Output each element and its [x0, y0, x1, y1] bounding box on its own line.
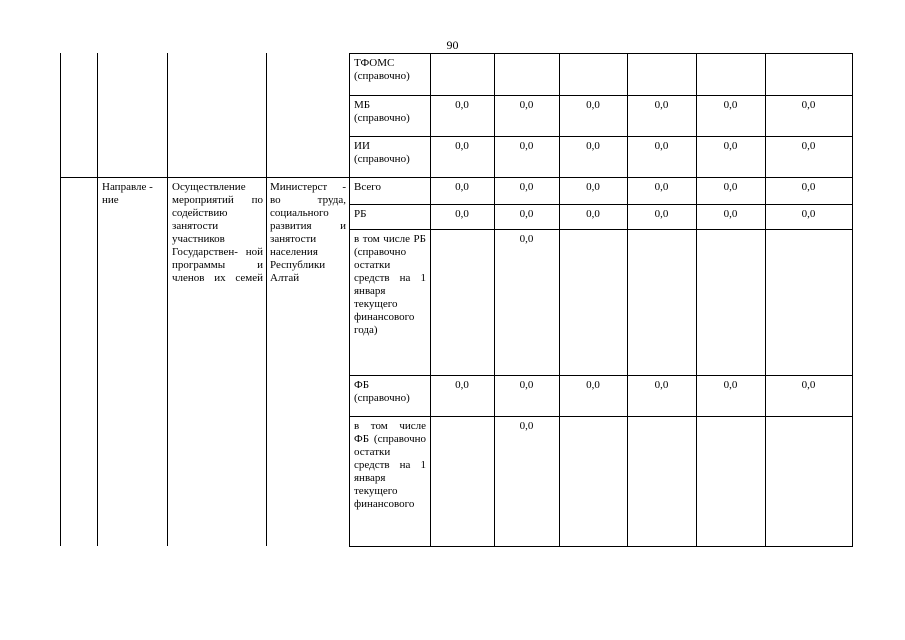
table-rule	[97, 53, 98, 546]
table-rule	[696, 53, 697, 546]
value-cell: 0,0	[723, 379, 738, 391]
source-cell: ИИ (справочно)	[354, 140, 410, 165]
table-rule	[349, 416, 853, 417]
value-cell: 0,0	[586, 99, 600, 111]
direction-label: Направле - ние	[102, 181, 153, 206]
value-cell: 0,0	[801, 140, 816, 152]
value-cell: 0,0	[586, 379, 600, 391]
value-cell: 0,0	[801, 379, 816, 391]
table-rule	[349, 546, 853, 547]
table-rule	[430, 53, 431, 546]
page-number: 90	[446, 38, 459, 52]
source-cell: Всего	[354, 181, 381, 193]
value-cell: 0,0	[455, 208, 469, 220]
table-rule	[765, 53, 766, 546]
table-rule	[627, 53, 628, 546]
table-rule	[60, 177, 853, 178]
source-cell: МБ (справочно)	[354, 99, 410, 124]
table-rule	[266, 53, 267, 546]
table-rule	[349, 136, 853, 137]
value-cell: 0,0	[455, 181, 469, 193]
table-rule	[852, 53, 853, 546]
table-rule	[349, 95, 853, 96]
table-rule	[349, 53, 350, 546]
table-rule	[167, 53, 168, 546]
source-cell: РБ	[354, 208, 367, 220]
value-cell: 0,0	[519, 140, 534, 152]
value-cell: 0,0	[654, 181, 669, 193]
value-cell: 0,0	[586, 208, 600, 220]
source-cell: ФБ (справочно)	[354, 379, 410, 404]
value-cell: 0,0	[455, 99, 469, 111]
value-cell: 0,0	[801, 99, 816, 111]
value-cell: 0,0	[654, 208, 669, 220]
value-cell: 0,0	[654, 379, 669, 391]
source-cell: в том числе РБ (справочно остатки средств на 1 января текущего финансового года)	[354, 233, 426, 336]
value-cell: 0,0	[519, 181, 534, 193]
table-rule	[349, 375, 853, 376]
activity-description: Осуществление мероприятий по содействию занятости участников Государствен- ной программы и членов их семей	[172, 181, 263, 284]
value-cell: 0,0	[519, 420, 534, 432]
value-cell: 0,0	[654, 140, 669, 152]
table-rule	[494, 53, 495, 546]
value-cell: 0,0	[723, 208, 738, 220]
table-rule	[349, 53, 853, 54]
table-rule	[559, 53, 560, 546]
source-cell: в том числе ФБ (справочно остатки средств на 1 января текущего финансового	[354, 420, 426, 510]
value-cell: 0,0	[801, 181, 816, 193]
table-rule	[349, 204, 853, 205]
table-rule	[349, 229, 853, 230]
source-cell: ТФОМС (справочно)	[354, 57, 410, 82]
value-cell: 0,0	[519, 379, 534, 391]
responsible-ministry: Министерст - во труда, социального развития и занятости населения Республики Алтай	[270, 181, 346, 284]
value-cell: 0,0	[801, 208, 816, 220]
value-cell: 0,0	[723, 140, 738, 152]
value-cell: 0,0	[586, 140, 600, 152]
value-cell: 0,0	[519, 208, 534, 220]
value-cell: 0,0	[519, 99, 534, 111]
value-cell: 0,0	[586, 181, 600, 193]
value-cell: 0,0	[519, 233, 534, 245]
value-cell: 0,0	[455, 379, 469, 391]
table-rule	[60, 53, 61, 546]
value-cell: 0,0	[723, 181, 738, 193]
value-cell: 0,0	[723, 99, 738, 111]
value-cell: 0,0	[654, 99, 669, 111]
value-cell: 0,0	[455, 140, 469, 152]
